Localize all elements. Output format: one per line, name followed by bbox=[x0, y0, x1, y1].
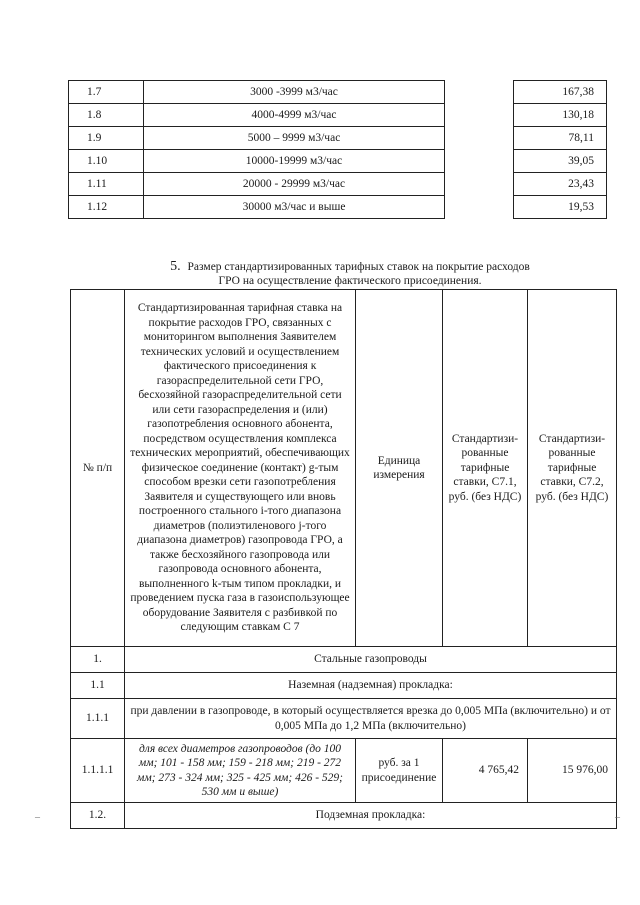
flow-range: 30000 м3/час и выше bbox=[144, 196, 445, 219]
column-gap bbox=[445, 127, 514, 150]
table-row bbox=[71, 699, 617, 739]
row-number: 1.10 bbox=[69, 150, 144, 173]
row-number: 1.12 bbox=[69, 196, 144, 219]
table-row bbox=[69, 127, 607, 150]
row-text: Стальные газопроводы bbox=[125, 647, 617, 673]
flow-range: 20000 - 29999 м3/час bbox=[144, 173, 445, 196]
flow-range: 10000-19999 м3/час bbox=[144, 150, 445, 173]
rate-value: 78,11 bbox=[514, 127, 607, 150]
table-row bbox=[71, 647, 617, 673]
row-number: 1.1.1.1 bbox=[71, 739, 125, 803]
row-text: Наземная (надземная) прокладка: bbox=[125, 673, 617, 699]
header-number: № п/п bbox=[71, 290, 125, 647]
header-unit: Единица измерения bbox=[356, 290, 443, 647]
table-row bbox=[71, 803, 617, 829]
rate-table bbox=[68, 80, 607, 219]
rate-value: 23,43 bbox=[514, 173, 607, 196]
column-gap bbox=[445, 196, 514, 219]
column-gap bbox=[445, 81, 514, 104]
tariff-table bbox=[70, 289, 617, 829]
table-row bbox=[69, 150, 607, 173]
flow-range: 3000 -3999 м3/час bbox=[144, 81, 445, 104]
table-header-row bbox=[71, 290, 617, 647]
table-row bbox=[69, 81, 607, 104]
row-number: 1.1.1 bbox=[71, 699, 125, 739]
row-number: 1.1 bbox=[71, 673, 125, 699]
table-row bbox=[69, 196, 607, 219]
flow-range: 5000 – 9999 м3/час bbox=[144, 127, 445, 150]
rate-c72-value: 15 976,00 bbox=[528, 739, 617, 803]
row-number: 1.11 bbox=[69, 173, 144, 196]
row-text: при давлении в газопроводе, в который осуществляется врезка до 0,005 МПа (включительно) и от 0,005 МПа до 1,2 МПа (включительно) bbox=[125, 699, 617, 739]
row-number: 1.2. bbox=[71, 803, 125, 829]
column-gap bbox=[445, 104, 514, 127]
header-rate-c71: Стандартизи-рованные тарифные ставки, С7.1, руб. (без НДС) bbox=[443, 290, 528, 647]
margin-mark: – bbox=[615, 812, 620, 823]
row-number: 1.7 bbox=[69, 81, 144, 104]
margin-mark: – bbox=[35, 812, 40, 823]
section-heading bbox=[90, 260, 610, 288]
rate-value: 19,53 bbox=[514, 196, 607, 219]
section-heading-line1 bbox=[90, 260, 610, 274]
header-description: Стандартизированная тарифная ставка на покрытие расходов ГРО, связанных с мониторингом выполнения Заявителем технических условий и осуществлением фактического присоединения к газораспределительной сети ГРО, бесхозяйной газораспределительной сети или сети газораспределения и (или) газопотребления основного абонента, посредством осуществления комплекса технических мероприятий, обеспечивающих физическое соединение (контакт) g-тым способом врезки сети газопотребления Заявителя и существующего или вновь построенного стального i-того диапазона диаметров (полиэтиленового j-того диапазона диаметров) газопровода ГРО, а также бесхозяйного газопровода или газопровода основного абонента, выполненного k-тым типом прокладки, и проведением пуска газа в газоиспользующее оборудование Заявителя с разбивкой по следующим ставкам С 7 bbox=[125, 290, 356, 647]
rate-value: 130,18 bbox=[514, 104, 607, 127]
row-number: 1.9 bbox=[69, 127, 144, 150]
rate-c71-value: 4 765,42 bbox=[443, 739, 528, 803]
row-number: 1.8 bbox=[69, 104, 144, 127]
column-gap bbox=[445, 173, 514, 196]
section-title-line2: ГРО на осуществление фактического присоединения. bbox=[218, 275, 482, 287]
table-row bbox=[71, 673, 617, 699]
row-text: для всех диаметров газопроводов (до 100 мм; 101 - 158 мм; 159 - 218 мм; 219 - 272 мм; 273 - 324 мм; 325 - 425 мм; 426 - 529; 530 мм и выше) bbox=[125, 739, 356, 803]
rate-value: 39,05 bbox=[514, 150, 607, 173]
row-text: Подземная прокладка: bbox=[125, 803, 617, 829]
table-row bbox=[71, 739, 617, 803]
row-number: 1. bbox=[71, 647, 125, 673]
rate-value: 167,38 bbox=[514, 81, 607, 104]
section-title-text: Размер стандартизированных тарифных ставок на покрытие расходов bbox=[187, 261, 530, 273]
column-gap bbox=[445, 150, 514, 173]
header-rate-c72: Стандартизи-рованные тарифные ставки, С7.2, руб. (без НДС) bbox=[528, 290, 617, 647]
unit-cell: руб. за 1 присоединение bbox=[356, 739, 443, 803]
flow-range: 4000-4999 м3/час bbox=[144, 104, 445, 127]
section-number: 5. bbox=[170, 259, 181, 274]
table-row bbox=[69, 104, 607, 127]
table-row bbox=[69, 173, 607, 196]
